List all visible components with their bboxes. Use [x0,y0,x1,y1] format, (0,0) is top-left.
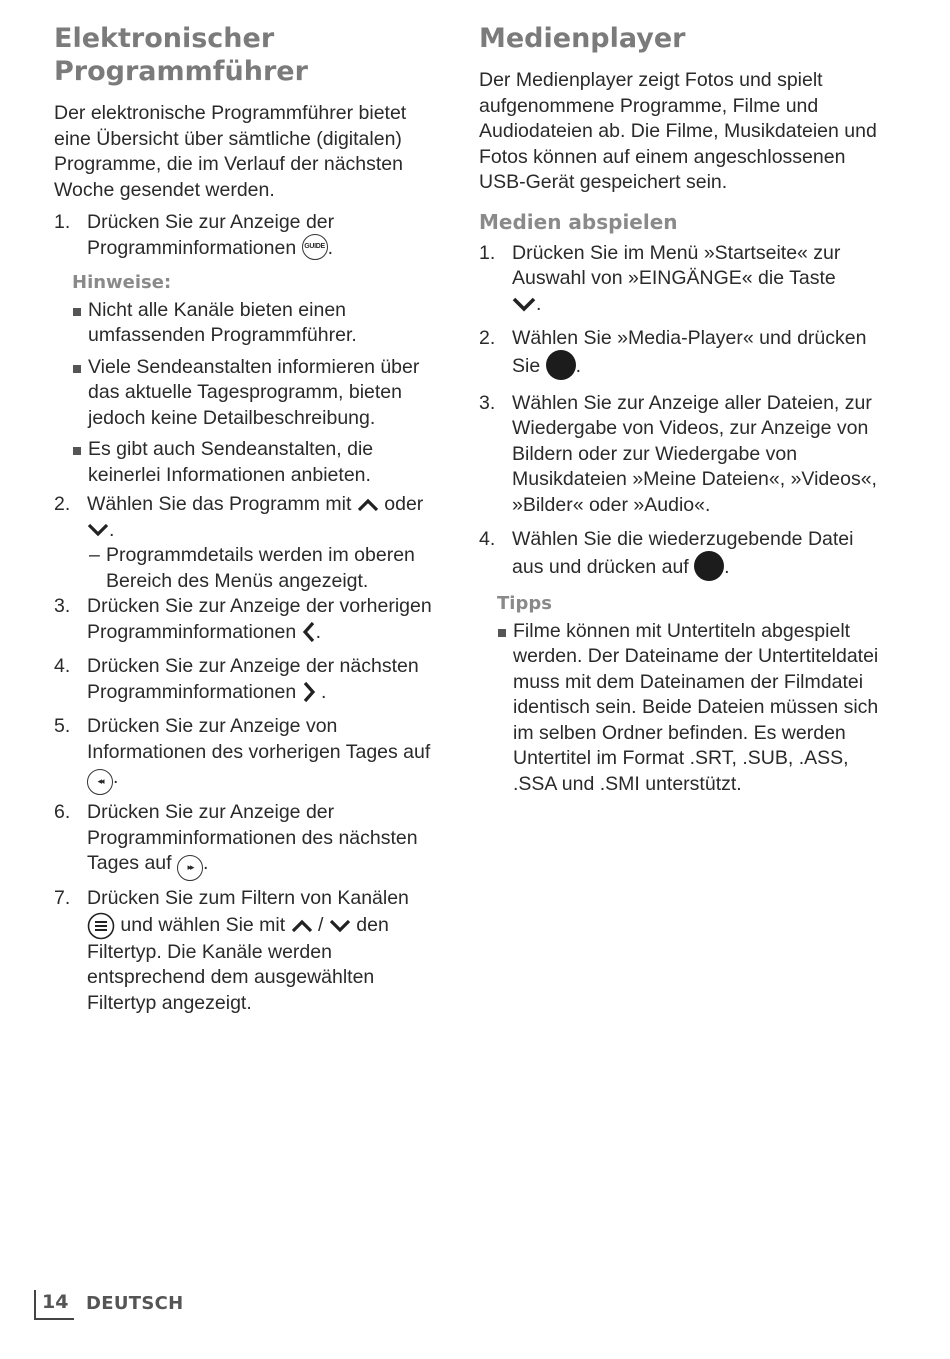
chevron-down-icon [87,523,109,537]
epg-step-5: 5. Drücken Sie zur Anzeige von Informationen des vorherigen Tages auf ◂◂ . [54,714,444,791]
epg-step-7: 7. Drücken Sie zum Filtern von Kanälen und wählen Sie mit / den Filtertyp. Die Kanäle werden entsprechend dem ausgewählten Filtertyp angezeigt. [54,887,409,1014]
language-label: DEUTSCH [86,1293,184,1314]
menu-button-icon [87,912,115,940]
chevron-down-icon [512,296,536,312]
footer-divider [34,1290,36,1318]
epg-step-4: 4. Drücken Sie zur Anzeige der nächsten Programminformationen . [54,655,419,703]
play-media-heading: Medien abspielen [479,209,678,234]
ok-button-icon [546,350,576,380]
bullet-square-icon [498,629,506,637]
guide-button-icon: GUIDE [302,234,328,260]
rewind-button-icon: ◂◂ [87,769,113,795]
chevron-left-icon [302,621,316,643]
chevron-down-icon [329,919,351,933]
mediaplayer-intro: Der Medienplayer zeigt Fotos und spielt aufgenommene Programme, Filme und Audiodateien ab. Die Filme, Musikdateien und Fotos können auf einem angeschlossenen USB-Gerät gespeichert sein. [479,69,877,193]
chevron-up-icon [357,498,379,512]
bullet-square-icon [73,308,81,316]
notes-heading: Hinweise: [72,271,172,293]
footer-underline [34,1318,74,1320]
media-step-4: 4. Wählen Sie die wiederzugebende Datei aus und drücken auf . [479,527,879,583]
ok-button-icon [694,551,724,581]
right-column [479,22,879,803]
tips-heading: Tipps [497,592,552,614]
epg-step-3: 3. Drücken Sie zur Anzeige der vorherigen Programminformationen . [54,595,432,643]
note-item: Nicht alle Kanäle bieten einen umfassenden Programmführer. [72,298,444,349]
epg-title: Elektronischer Programmführer [54,23,308,87]
epg-step-2: 2. Wählen Sie das Programm mit oder . [54,493,424,541]
step-text: Drücken Sie zur Anzeige der Programminformationen [87,211,335,259]
bullet-square-icon [73,447,81,455]
chevron-right-icon [302,681,316,703]
media-step-2: 2. Wählen Sie »Media-Player« und drücken Sie . [479,326,879,382]
left-column [54,22,444,1025]
epg-step-2-result: – Programmdetails werden im oberen Bereich des Menüs angezeigt. [89,544,415,592]
bullet-square-icon [73,365,81,373]
epg-intro: Der elektronische Programmführer bietet eine Übersicht über sämtliche (digitalen) Programme, die im Verlauf der nächsten Woche gesendet werden. [54,102,407,201]
mediaplayer-title: Medienplayer [479,23,686,54]
chevron-up-icon [291,919,313,933]
step-number: 1. [54,211,71,233]
note-item: Es gibt auch Sendeanstalten, die keinerlei Informationen anbieten. [72,437,444,488]
tip-item: Filme können mit Untertiteln abgespielt werden. Der Dateiname der Untertiteldatei muss mit dem Dateinamen der Filmdatei identisch sein. Beide Dateien müssen sich im selben Ordner befinden. Es werden Untertitel im Format .SRT, .SUB, .ASS, .SSA und .SMI unterstützt. [497,619,879,798]
media-step-3: 3. Wählen Sie zur Anzeige aller Dateien, zur Wiedergabe von Videos, zur Anzeige von Bildern oder zur Wiedergabe von Musikdateien »Meine Dateien«, »Videos«, »Bilder« oder »Audio«. [479,391,877,516]
page-number: 14 [42,1291,69,1313]
epg-step-1: 1. Drücken Sie zur Anzeige der Programminformationen GUIDE . [54,211,335,259]
fast-forward-button-icon: ▸▸ [177,855,203,881]
note-item: Viele Sendeanstalten informieren über das aktuelle Tagesprogramm, bieten jedoch keine Detailbeschreibung. [72,355,444,432]
epg-step-6: 6. Drücken Sie zur Anzeige der Programminformationen des nächsten Tages auf ▸▸ . [54,800,444,877]
media-step-1: 1. Drücken Sie im Menü »Startseite« zur Auswahl von »EINGÄNGE« die Taste . [479,241,841,315]
